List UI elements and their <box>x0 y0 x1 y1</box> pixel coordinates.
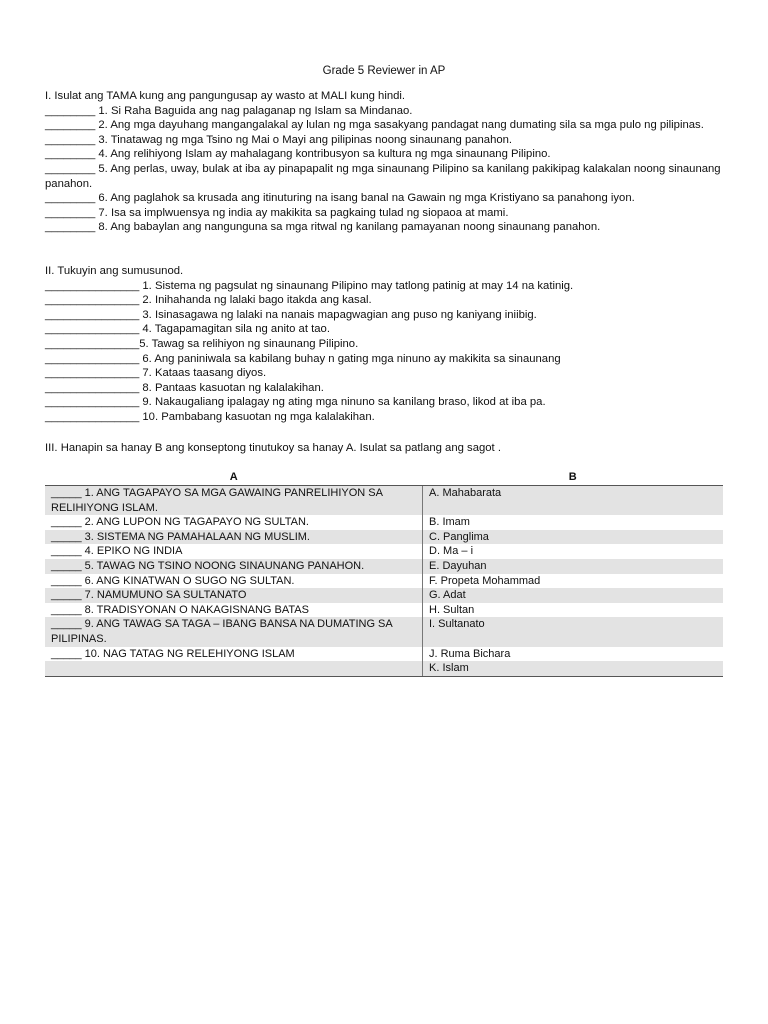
section-heading: III. Hanapin sa hanay B ang konseptong tinutukoy sa hanay A. Isulat sa patlang ang sagot . <box>45 442 501 454</box>
table-cell-b: F. Propeta Mohammad <box>429 574 541 587</box>
list-item: _______________ 2. Inihahanda ng lalaki bago itakda ang kasal. <box>45 294 372 307</box>
list-item: _______________ 3. Isinasagawa ng lalaki na nanais mapagwagian ang puso ng kaniyang iniibig. <box>45 308 537 321</box>
list-item: ________ 1. Si Raha Baguida ang nag palaganap ng Islam sa Mindanao. <box>45 104 413 117</box>
list-item: _______________ 1. Sistema ng pagsulat ng sinaunang Pilipino may tatlong patinig at may 14 na katinig. <box>45 279 574 292</box>
list-item: ________ 4. Ang relihiyong Islam ay mahalagang kontribusyon sa kultura ng mga sinaunang Pilipino. <box>45 148 551 161</box>
list-item: ________ 5. Ang perlas, uway, bulak at iba ay pinapapalit ng mga sinaunang Pilipino sa kanilang pakikipag kalakalan noong sinaunang panahon. <box>45 162 721 190</box>
table-row <box>45 544 723 559</box>
table-cell-b: I. Sultanato <box>423 617 724 646</box>
list-item: _______________ 8. Pantaas kasuotan ng kalalakihan. <box>45 381 324 394</box>
table-cell-a: _____ 7. NAMUMUNO SA SULTANATO <box>45 588 423 603</box>
table-cell-b: E. Dayuhan <box>423 559 724 574</box>
table-cell-b: C. Panglima <box>423 530 724 545</box>
list-item: _______________ 10. Pambabang kasuotan ng mga kalalakihan. <box>45 410 375 423</box>
section-true-false <box>45 89 725 235</box>
list-item: ________ 3. Tinatawag ng mga Tsino ng Mai o Mayi ang pilipinas noong sinaunang panahon. <box>45 133 513 146</box>
table-cell-a: _____ 3. SISTEMA NG PAMAHALAAN NG MUSLIM. <box>45 530 423 545</box>
table-header-row <box>45 470 723 486</box>
table-row <box>45 515 723 530</box>
table-row <box>45 603 723 618</box>
table-cell-a: _____ 10. NAG TATAG NG RELEHIYONG ISLAM <box>45 647 423 662</box>
table-row <box>45 588 723 603</box>
matching-table <box>45 470 723 677</box>
list-item: ________ 7. Isa sa implwuensya ng india ay makikita sa pagkaing tulad ng siopaoa at mami. <box>45 206 509 219</box>
table-cell-b: B. Imam <box>429 516 470 529</box>
list-item: ________ 2. Ang mga dayuhang mangangalakal ay lulan ng mga sasakyang pandagat nang dumating sila sa mga pulo ng pilipinas. <box>45 119 704 132</box>
list-item: _______________ 4. Tagapamagitan sila ng anito at tao. <box>45 323 330 336</box>
table-cell-a: _____ 2. ANG LUPON NG TAGAPAYO NG SULTAN. <box>45 515 423 530</box>
table-row <box>45 486 723 516</box>
table-row <box>45 661 723 676</box>
list-item: _______________ 9. Nakaugaliang ipalagay ng ating mga ninuno sa kanilang braso, likod at iba pa. <box>45 396 546 409</box>
list-item: _______________ 6. Ang paniniwala sa kabilang buhay n gating mga ninuno ay makikita sa sinaunang <box>45 352 561 365</box>
table-row <box>45 647 723 662</box>
table-cell-a: _____ 8. TRADISYONAN O NAKAGISNANG BATAS <box>45 603 423 618</box>
table-cell-b: A. Mahabarata <box>423 486 724 516</box>
table-cell-b: G. Adat <box>423 588 724 603</box>
table-row <box>45 559 723 574</box>
table-row <box>45 530 723 545</box>
table-row <box>45 574 723 589</box>
section-heading: II. Tukuyin ang sumusunod. <box>45 265 184 277</box>
table-cell-a: _____ 4. EPIKO NG INDIA <box>45 544 423 559</box>
list-item: _______________ 7. Kataas taasang diyos. <box>45 367 267 380</box>
list-item: ________ 8. Ang babaylan ang nangunguna sa mga ritwal ng kanilang pamayanan noong sinaunang panahon. <box>45 221 601 234</box>
table-cell-a: _____ 1. ANG TAGAPAYO SA MGA GAWAING PANRELIHIYON SA RELIHIYONG ISLAM. <box>45 486 423 516</box>
section-identification <box>45 264 725 425</box>
table-cell-b: H. Sultan <box>429 603 475 616</box>
table-cell-b: K. Islam <box>423 661 724 676</box>
column-b-header: B <box>423 470 724 486</box>
page-title: Grade 5 Reviewer in AP <box>322 65 446 77</box>
list-item: _______________5. Tawag sa relihiyon ng sinaunang Pilipino. <box>45 337 359 350</box>
table-cell-b: J. Ruma Bichara <box>429 647 511 660</box>
table-cell-a: _____ 9. ANG TAWAG SA TAGA – IBANG BANSA NA DUMATING SA PILIPINAS. <box>45 617 423 646</box>
table-cell-b: D. Ma – i <box>429 545 474 558</box>
column-a-header: A <box>45 470 423 486</box>
list-item: ________ 6. Ang paglahok sa krusada ang itinuturing na isang banal na Gawain ng mga Kristiyano sa panahong iyon. <box>45 192 635 205</box>
table-cell-a: _____ 5. TAWAG NG TSINO NOONG SINAUNANG PANAHON. <box>45 559 423 574</box>
table-row <box>45 617 723 646</box>
table-cell-a: _____ 6. ANG KINATWAN O SUGO NG SULTAN. <box>45 574 423 589</box>
table-cell-a <box>45 661 423 676</box>
section-heading: I. Isulat ang TAMA kung ang pangungusap ay wasto at MALI kung hindi. <box>45 90 406 102</box>
